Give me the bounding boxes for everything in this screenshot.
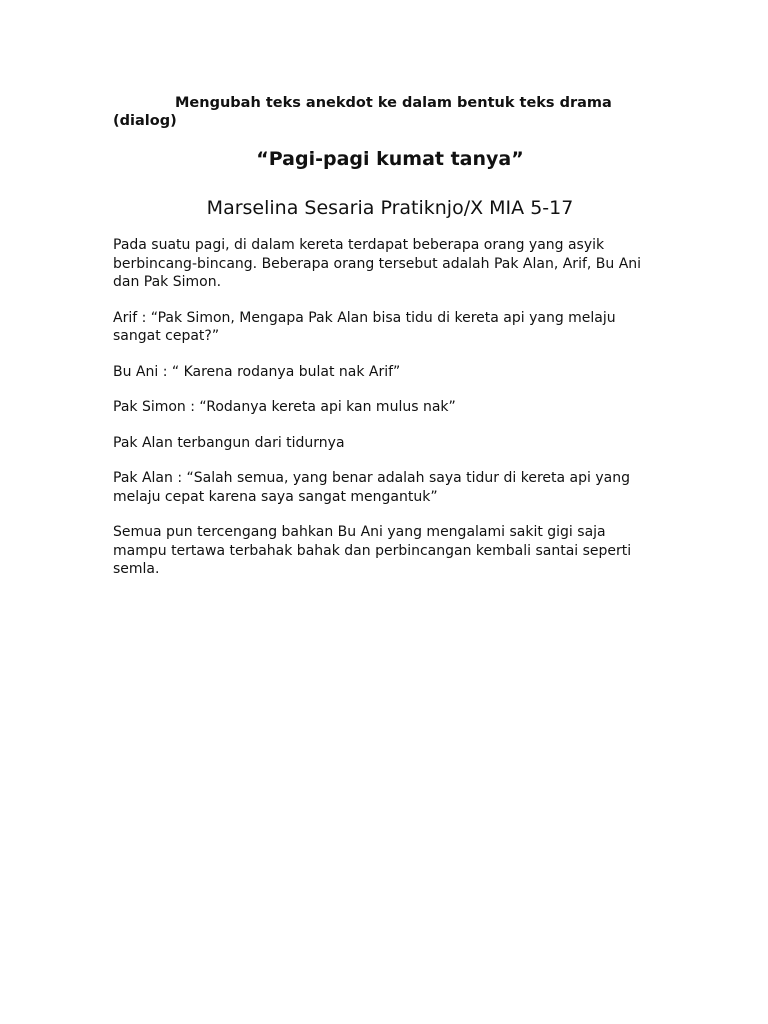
author-line: Marselina Sesaria Pratiknjo/X MIA 5-17	[206, 197, 574, 219]
dialog-pak-alan: Pak Alan : “Salah semua, yang benar adalah saya tidur di kereta api yang melaju cepat karena saya sangat mengantuk”	[113, 470, 630, 505]
dialog-pak-simon: Pak Simon : “Rodanya kereta api kan mulus nak”	[113, 399, 456, 415]
dialog-bu-ani: Bu Ani : “ Karena rodanya bulat nak Arif”	[113, 363, 401, 380]
document-heading: Mengubah teks anekdot ke dalam bentuk teks drama (dialog)	[113, 95, 612, 129]
dialog-arif: Arif : “Pak Simon, Mengapa Pak Alan bisa tidu di kereta api yang melaju sangat cepat?”	[113, 309, 616, 344]
narration-wake: Pak Alan terbangun dari tidurnya	[113, 434, 345, 451]
story-body	[113, 236, 658, 596]
story-title: “Pagi-pagi kumat tanya”	[256, 148, 524, 170]
paragraph-intro: Pada suatu pagi, di dalam kereta terdapat beberapa orang yang asyik berbincang-bincang. Beberapa orang tersebut adalah Pak Alan, Arif, Bu Ani dan Pak Simon.	[113, 237, 642, 290]
paragraph-ending: Semua pun tercengang bahkan Bu Ani yang mengalami sakit gigi saja mampu tertawa terbahak bahak dan perbincangan kembali santai seperti semla.	[113, 524, 632, 577]
